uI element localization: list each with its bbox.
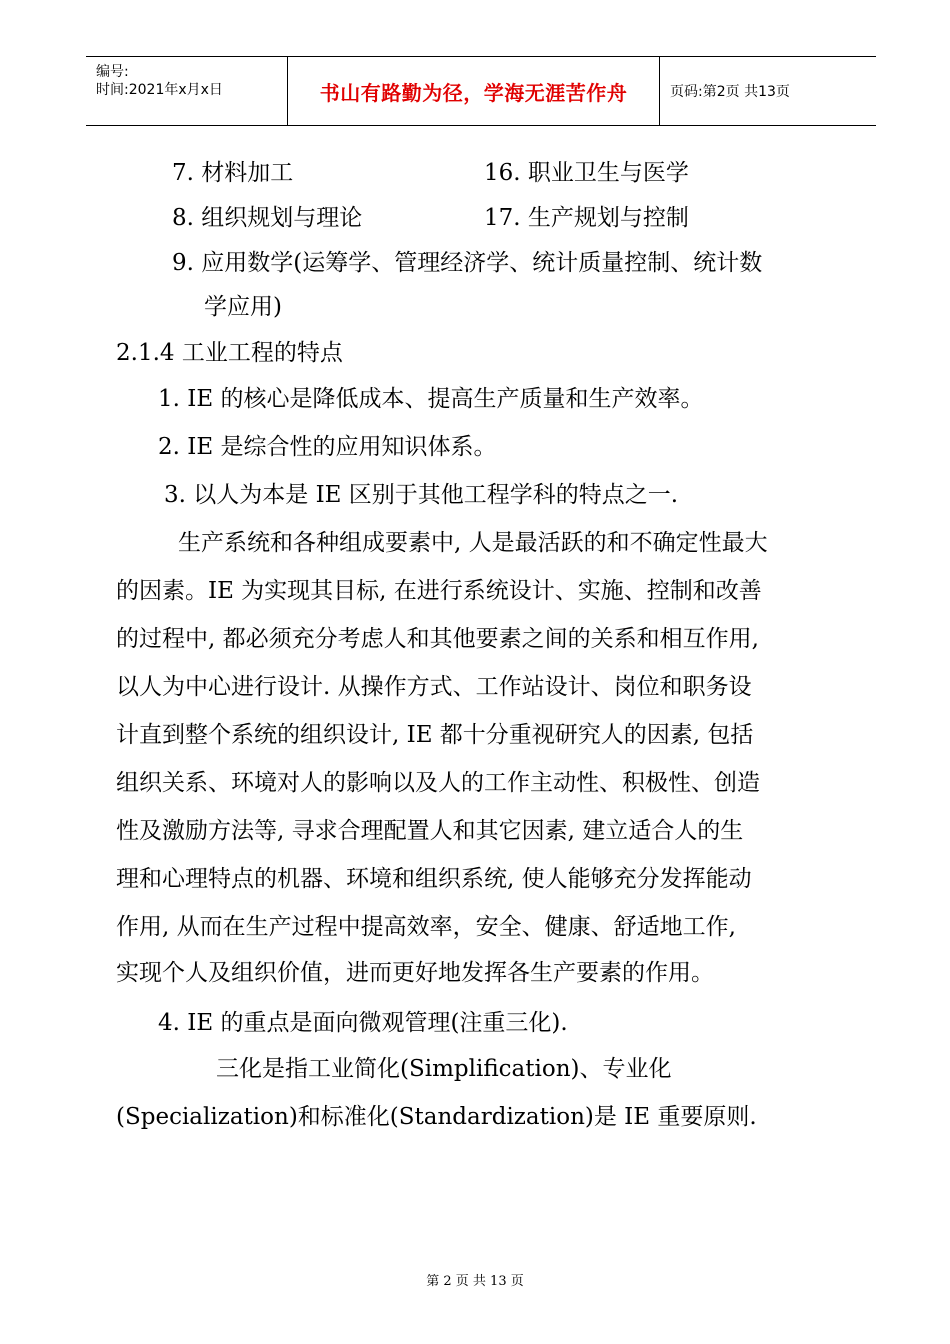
paragraph-line-7: 性及激励方法等, 寻求合理配置人和其它因素, 建立适合人的生 [116,818,744,844]
list-item-17: 17. 生产规划与控制 [484,205,689,231]
header-page-cell [660,57,876,125]
list-item-16: 16. 职业卫生与医学 [484,160,689,186]
header-meta [86,57,288,125]
sanhua-line-2: (Specialization)和标准化(Standardization)是 IE 重要原则. [116,1104,757,1130]
paragraph-line-1: 生产系统和各种组成要素中, 人是最活跃的和不确定性最大 [178,530,768,556]
point-2: 2. IE 是综合性的应用知识体系。 [158,434,497,460]
page-header [86,56,876,126]
sanhua-line-1: 三化是指工业简化(Simplification)、专业化 [216,1056,672,1082]
paragraph-line-5: 计直到整个系统的组织设计, IE 都十分重视研究人的因素, 包括 [116,722,754,748]
page-info: 页码:第2页 共13页 [670,84,790,100]
time-label: 时间:2021年x月x日 [96,82,223,98]
paragraph-line-2: 的因素。IE 为实现其目标, 在进行系统设计、实施、控制和改善 [116,578,762,604]
list-item-8: 8. 组织规划与理论 [172,205,363,231]
section-heading: 2.1.4 工业工程的特点 [116,340,343,366]
list-item-9-line1: 9. 应用数学(运筹学、管理经济学、统计质量控制、统计数 [172,250,763,276]
paragraph-line-3: 的过程中, 都必须充分考虑人和其他要素之间的关系和相互作用, [116,626,759,652]
motto-text: 书山有路勤为径，学海无涯苦作舟 [319,80,628,105]
point-1: 1. IE 的核心是降低成本、提高生产质量和生产效率。 [158,386,704,412]
list-item-7: 7. 材料加工 [172,160,294,186]
paragraph-line-6: 组织关系、环境对人的影响以及人的工作主动性、积极性、创造 [116,770,760,796]
paragraph-line-4: 以人为中心进行设计. 从操作方式、工作站设计、岗位和职务设 [116,674,752,700]
point-4: 4. IE 的重点是面向微观管理(注重三化). [158,1010,568,1036]
paragraph-line-10: 实现个人及组织价值，进而更好地发挥各生产要素的作用。 [116,960,714,986]
paragraph-line-8: 理和心理特点的机器、环境和组织系统, 使人能够充分发挥能动 [116,866,752,892]
page-footer: 第 2 页 共 13 页 [426,1274,524,1289]
point-3: 3. 以人为本是 IE 区别于其他工程学科的特点之一. [164,482,679,508]
list-item-9-line2: 学应用) [204,294,282,320]
number-label: 编号: [96,64,129,80]
paragraph-line-9: 作用, 从而在生产过程中提高效率，安全、健康、舒适地工作, [116,914,736,940]
header-motto-cell [288,57,660,125]
